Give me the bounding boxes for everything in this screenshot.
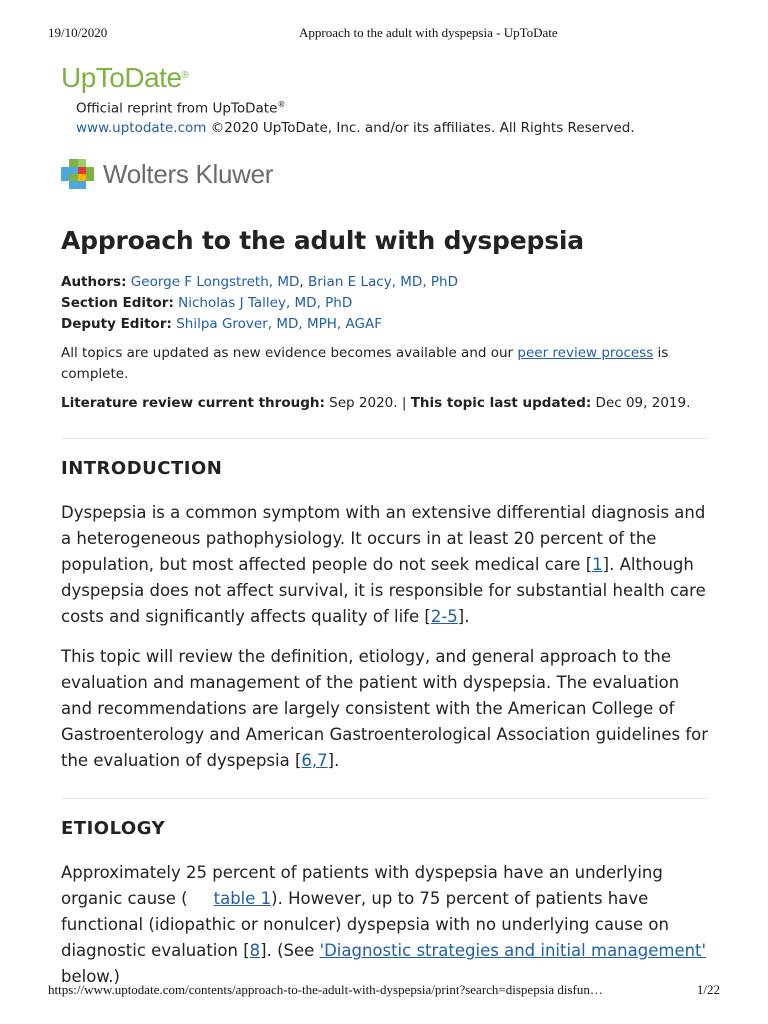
update-note-text: All topics are updated as new evidence becomes available and our <box>61 345 518 361</box>
print-date: 19/10/2020 <box>48 25 108 40</box>
author-link-1[interactable]: George F Longstreth, MD <box>130 274 300 290</box>
print-url: https://www.uptodate.com/contents/approach-to-the-adult-with-dyspepsia/print?search=dispepsia disfun… <box>48 982 603 997</box>
intro-text: ]. Although dyspepsia does not affect survival, it is responsible for substantial health care costs and significantly affects quality of life [ <box>61 555 706 626</box>
deputy-editor-link[interactable]: Shilpa Grover, MD, MPH, AGAF <box>176 316 382 332</box>
registered-mark: ® <box>181 70 189 81</box>
intro-text: ]. <box>457 607 470 626</box>
table-link[interactable]: table 1 <box>213 889 272 908</box>
copyright-line <box>76 119 635 138</box>
lit-review-value: Sep 2020. | <box>324 395 411 411</box>
introduction-paragraph-1 <box>61 500 711 630</box>
article-meta <box>61 272 458 335</box>
section-editor-link[interactable]: Nicholas J Talley, MD, PhD <box>178 295 353 311</box>
introduction-paragraph-2 <box>61 644 711 774</box>
etiology-text: ]. (See <box>260 941 320 960</box>
print-footer <box>48 982 720 1000</box>
section-link[interactable]: 'Diagnostic strategies and initial management' <box>319 941 707 960</box>
article-title: Approach to the adult with dyspepsia <box>61 226 584 255</box>
update-note <box>61 343 701 385</box>
etiology-text: below.) <box>61 967 120 986</box>
divider <box>61 798 708 799</box>
page-number: 1/22 <box>696 982 720 997</box>
reprint-text: Official reprint from UpToDate <box>76 100 278 117</box>
peer-review-link[interactable]: peer review process <box>517 345 654 361</box>
last-updated-value: Dec 09, 2019. <box>591 395 691 411</box>
lit-review-label: Literature review current through: <box>61 395 325 411</box>
intro-text: This topic will review the definition, etiology, and general approach to the evaluation and management of the patient with dyspepsia. The evaluation and recommendations are largely consistent with the American College of Gastroenterology and American Gastroenterological Association guidelines for the evaluation of dyspepsia [ <box>61 647 709 770</box>
intro-text: ]. <box>327 751 340 770</box>
reprint-registered: ® <box>277 100 286 109</box>
etiology-text: ). However, up to 75 percent of patients have functional (idiopathic or nonulcer) dyspepsia with no underlying cause on diagnostic evaluation [ <box>61 889 669 960</box>
deputy-editor-label: Deputy Editor: <box>61 316 172 332</box>
reprint-line <box>76 95 635 119</box>
literature-review-line <box>61 393 690 414</box>
introduction-heading: INTRODUCTION <box>61 458 223 479</box>
reference-link[interactable]: 1 <box>592 555 603 574</box>
authors-row: Authors: George F Longstreth, MD, Brian E Lacy, MD, PhD <box>61 274 458 290</box>
table-icon <box>188 893 210 907</box>
uptodate-site-link[interactable]: www.uptodate.com <box>76 119 207 136</box>
author-link-2[interactable]: Brian E Lacy, MD, PhD <box>307 274 458 290</box>
deputy-editor-row <box>61 314 458 335</box>
print-header <box>48 25 720 43</box>
reference-link[interactable]: 2-5 <box>430 607 458 626</box>
etiology-paragraph-1 <box>61 860 711 990</box>
wolters-kluwer-logo <box>61 157 274 193</box>
section-editor-label: Section Editor: <box>61 295 174 311</box>
copyright-text: ©2020 UpToDate, Inc. and/or its affiliates. All Rights Reserved. <box>206 119 635 136</box>
divider <box>61 438 708 439</box>
uptodate-logo-text: UpToDate <box>61 62 182 93</box>
intro-text: Dyspepsia is a common symptom with an extensive differential diagnosis and a heterogeneous pathophysiology. It occurs in at least 20 percent of the population, but most affected people do not seek medical care [ <box>61 503 706 574</box>
section-editor-row <box>61 293 458 314</box>
reference-link[interactable]: 6,7 <box>301 751 328 770</box>
wolters-kluwer-mark-icon <box>61 157 99 191</box>
uptodate-logo <box>61 62 188 94</box>
update-note-tail: is complete. <box>61 345 669 382</box>
etiology-text: Approximately 25 percent of patients with dyspepsia have an underlying organic cause ( <box>61 863 663 908</box>
print-page-title: Approach to the adult with dyspepsia - UpToDate <box>299 25 558 40</box>
reprint-notice <box>76 95 635 138</box>
last-updated-label: This topic last updated: <box>410 395 592 411</box>
etiology-heading: ETIOLOGY <box>61 818 166 839</box>
wolters-kluwer-name: Wolters Kluwer <box>103 159 274 189</box>
reference-link[interactable]: 8 <box>249 941 261 960</box>
authors-label: Authors: <box>61 274 127 290</box>
